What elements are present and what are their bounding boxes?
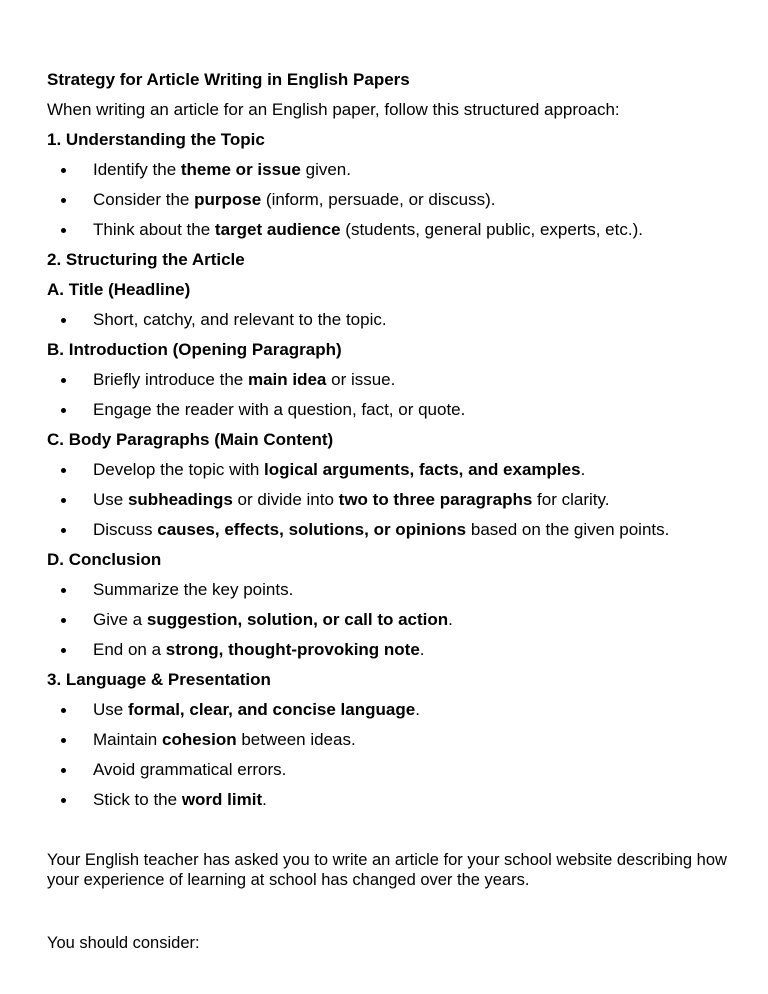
- text: Give a: [93, 610, 147, 629]
- section-heading: A. Title (Headline): [47, 280, 191, 299]
- consider-label: You should consider:: [47, 934, 200, 952]
- bold-text: main idea: [247, 370, 327, 389]
- text: Use: [93, 700, 128, 719]
- section-heading: D. Conclusion: [47, 550, 162, 569]
- text: Maintain: [93, 730, 162, 749]
- section-heading: C. Body Paragraphs (Main Content): [47, 430, 334, 449]
- text: .: [419, 640, 425, 659]
- bold-text: suggestion, solution, or call to action: [146, 610, 449, 629]
- bold-text: theme or issue: [180, 160, 301, 179]
- bullet-icon: [61, 378, 66, 383]
- text: .: [448, 610, 453, 629]
- list-item: [47, 365, 737, 395]
- bold-text: formal, clear, and concise language: [127, 700, 416, 719]
- bold-text: logical arguments, facts, and examples: [264, 460, 581, 479]
- text: Engage the reader with a question, fact, or quote.: [93, 400, 466, 419]
- text: .: [415, 700, 420, 719]
- bold-text: subheadings: [127, 490, 233, 509]
- text: or divide into: [232, 490, 339, 509]
- list-item: [47, 215, 737, 245]
- text: given.: [300, 160, 351, 179]
- text: (students, general public, experts, etc.).: [340, 220, 643, 239]
- list-item: [47, 635, 737, 665]
- bullet-icon: [61, 708, 66, 713]
- task-prompt: Your English teacher has asked you to write an article for your school website describing how your experience of learning at school has changed over the years.: [47, 851, 727, 889]
- text: Think about the: [93, 220, 215, 239]
- bullet-icon: [61, 738, 66, 743]
- document-title: Strategy for Article Writing in English Papers: [47, 70, 410, 89]
- bold-text: word limit: [181, 790, 263, 809]
- text: Consider the: [93, 190, 195, 209]
- bullet-icon: [61, 648, 66, 653]
- list-item: [47, 305, 737, 335]
- bold-text: strong, thought-provoking note: [165, 640, 420, 659]
- text: .: [262, 790, 267, 809]
- list-item: [47, 725, 737, 755]
- list-item: [47, 605, 737, 635]
- text: End on a: [93, 640, 166, 659]
- list-item: [47, 515, 737, 545]
- text: .: [580, 460, 586, 479]
- list-item: [47, 575, 737, 605]
- bullet-icon: [61, 468, 66, 473]
- section-heading: B. Introduction (Opening Paragraph): [47, 340, 342, 359]
- sections: [47, 125, 737, 815]
- text: Short, catchy, and relevant to the topic.: [93, 310, 387, 329]
- section-heading: 3. Language & Presentation: [47, 670, 271, 689]
- text: or issue.: [326, 370, 396, 389]
- text: for clarity.: [532, 490, 610, 509]
- list-item: [47, 755, 737, 785]
- intro-text: When writing an article for an English paper, follow this structured approach:: [47, 100, 620, 119]
- text: (inform, persuade, or discuss).: [261, 190, 496, 209]
- bullet-icon: [61, 588, 66, 593]
- list-item: [47, 485, 737, 515]
- bold-text: cohesion: [161, 730, 237, 749]
- section-heading: 2. Structuring the Article: [47, 250, 245, 269]
- text: Identify the: [93, 160, 181, 179]
- document: [47, 65, 737, 815]
- text: based on the given points.: [466, 520, 670, 539]
- bullet-icon: [61, 408, 66, 413]
- text: Stick to the: [93, 790, 182, 809]
- text: Summarize the key points.: [93, 580, 294, 599]
- text: Briefly introduce the: [93, 370, 248, 389]
- bullet-icon: [61, 168, 66, 173]
- bold-text: purpose: [194, 190, 262, 209]
- bold-text: two to three paragraphs: [338, 490, 533, 509]
- list-item: [47, 185, 737, 215]
- section-heading: 1. Understanding the Topic: [47, 130, 265, 149]
- text: Avoid grammatical errors.: [93, 760, 287, 779]
- list-item: [47, 695, 737, 725]
- text: between ideas.: [236, 730, 356, 749]
- bullet-icon: [61, 528, 66, 533]
- bullet-icon: [61, 198, 66, 203]
- list-item: [47, 785, 737, 815]
- bold-text: causes, effects, solutions, or opinions: [157, 520, 467, 539]
- bullet-icon: [61, 228, 66, 233]
- bullet-icon: [61, 318, 66, 323]
- bullet-icon: [61, 618, 66, 623]
- text: Discuss: [93, 520, 158, 539]
- text: Develop the topic with: [93, 460, 265, 479]
- list-item: [47, 155, 737, 185]
- list-item: [47, 395, 737, 425]
- text: Use: [93, 490, 128, 509]
- bullet-icon: [61, 768, 66, 773]
- bullet-icon: [61, 498, 66, 503]
- bold-text: target audience: [214, 220, 341, 239]
- list-item: [47, 455, 737, 485]
- bullet-icon: [61, 798, 66, 803]
